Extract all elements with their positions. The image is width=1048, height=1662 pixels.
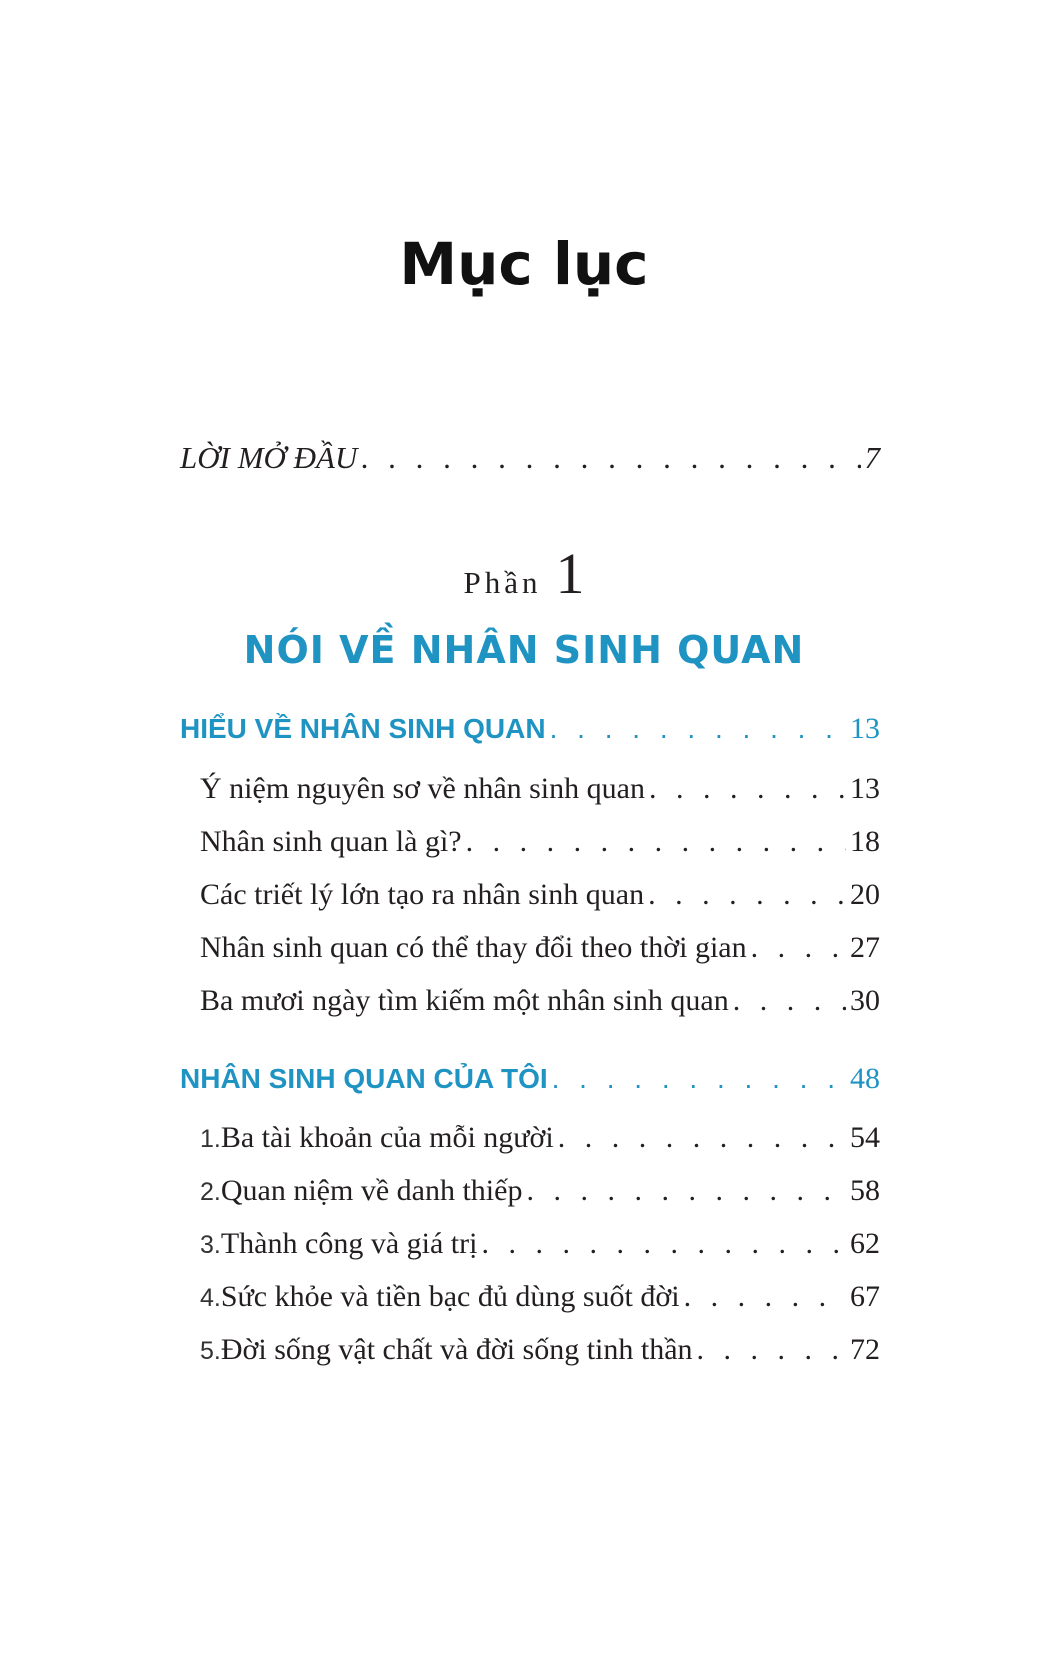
toc-entry[interactable]: [200, 1280, 880, 1314]
toc-entry-page: 20: [850, 878, 880, 911]
leader-dots: [550, 713, 846, 745]
toc-entry-page: 18: [850, 825, 880, 858]
part-title: NÓI VỀ NHÂN SINH QUAN: [243, 628, 805, 672]
toc-section-title: HIỂU VỀ NHÂN SINH QUAN: [180, 713, 546, 744]
toc-entry-label: Ba mươi ngày tìm kiếm một nhân sinh quan: [200, 984, 729, 1017]
toc-entry-number: 3.: [200, 1231, 221, 1259]
toc-entry-number: 1.: [200, 1125, 221, 1153]
toc-entry-number: 2.: [200, 1178, 221, 1206]
toc-entry-page: 27: [850, 931, 880, 964]
toc-preface-page: 7: [864, 440, 880, 475]
toc-entry-label: Ý niệm nguyên sơ về nhân sinh quan: [200, 772, 645, 805]
toc-entry-page: 62: [850, 1227, 880, 1260]
leader-dots: [733, 984, 846, 1018]
toc-preface[interactable]: [180, 440, 880, 476]
leader-dots: [526, 1174, 846, 1208]
toc-entry-number: 4.: [200, 1284, 221, 1312]
leader-dots: [466, 825, 846, 859]
toc-entry[interactable]: [200, 772, 880, 806]
toc-entry-page: 67: [850, 1280, 880, 1313]
toc-section-page: 48: [850, 1062, 880, 1095]
leader-dots: [697, 1333, 846, 1367]
leader-dots: [649, 772, 846, 806]
leader-dots: [481, 1227, 846, 1261]
toc-entry[interactable]: [200, 1333, 880, 1367]
toc-entry-label: Ba tài khoản của mỗi người: [220, 1121, 554, 1154]
toc-entry-page: 13: [850, 772, 880, 805]
toc-entry[interactable]: [200, 931, 880, 965]
leader-dots: [648, 878, 846, 912]
toc-entry-page: 72: [850, 1333, 880, 1366]
toc-entry-label: Đời sống vật chất và đời sống tinh thần: [220, 1333, 693, 1366]
toc-entry[interactable]: [200, 1121, 880, 1155]
leader-dots: [361, 440, 860, 476]
leader-dots: [684, 1280, 846, 1314]
toc-section-page: 13: [850, 712, 880, 745]
toc-entry[interactable]: [200, 825, 880, 859]
toc-entry-label: Quan niệm về danh thiếp: [220, 1174, 523, 1207]
leader-dots: [558, 1121, 846, 1155]
toc-entry-label: Nhân sinh quan là gì?: [200, 825, 462, 858]
part-number: 1: [555, 541, 585, 606]
toc-section-title: NHÂN SINH QUAN CỦA TÔI: [180, 1063, 548, 1094]
leader-dots: [552, 1063, 846, 1095]
toc-section[interactable]: [180, 712, 880, 746]
toc-entry[interactable]: [200, 984, 880, 1018]
toc-entry-page: 54: [850, 1121, 880, 1154]
toc-entry-label: Sức khỏe và tiền bạc đủ dùng suốt đời: [220, 1280, 680, 1313]
toc-entry-label: Nhân sinh quan có thể thay đổi theo thời gian: [200, 931, 747, 964]
toc-entry[interactable]: [200, 878, 880, 912]
toc-entry-label: Các triết lý lớn tạo ra nhân sinh quan: [200, 878, 645, 911]
toc-preface-label: LỜI MỞ ĐẦU: [180, 440, 358, 475]
part-heading: [0, 540, 1048, 607]
toc-entry-page: 58: [850, 1174, 880, 1207]
toc-entry[interactable]: [200, 1174, 880, 1208]
toc-entry[interactable]: [200, 1227, 880, 1261]
toc-section[interactable]: [180, 1062, 880, 1096]
toc-entry-page: 30: [850, 984, 880, 1017]
toc-entry-number: 5.: [200, 1337, 221, 1365]
part-word: Phần: [463, 565, 542, 600]
leader-dots: [751, 931, 846, 965]
page-title: Mục lục: [399, 230, 649, 298]
toc-entry-label: Thành công và giá trị: [220, 1227, 478, 1260]
